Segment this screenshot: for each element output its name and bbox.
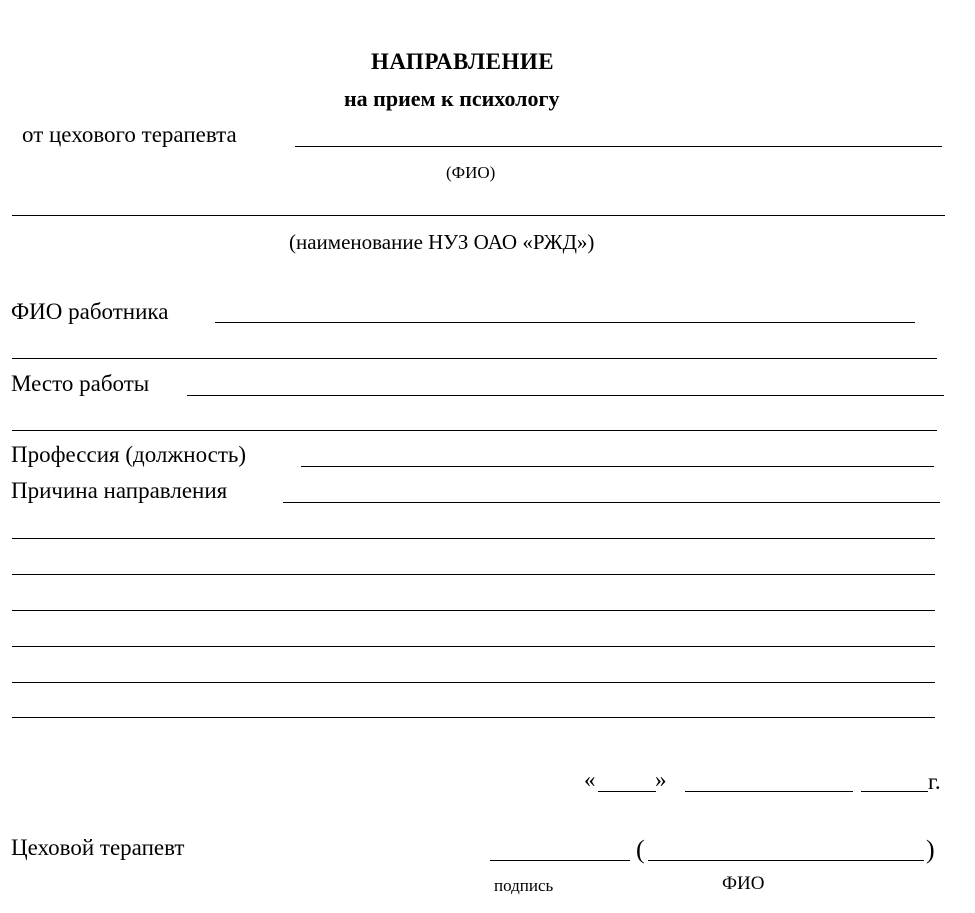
employee-name-label: ФИО работника — [11, 299, 169, 324]
date-month-line[interactable] — [685, 791, 853, 792]
organization-caption: (наименование НУЗ ОАО «РЖД») — [289, 230, 595, 254]
reason-label: Причина направления — [11, 478, 228, 503]
profession-line[interactable] — [301, 466, 934, 467]
reason-line-3[interactable] — [12, 574, 935, 575]
therapist-name-line[interactable] — [295, 146, 942, 147]
year-suffix: г. — [928, 769, 941, 794]
signature-caption: подпись — [494, 876, 554, 895]
paren-open: ( — [636, 835, 645, 864]
workplace-line-2[interactable] — [12, 430, 937, 431]
paren-close: ) — [926, 835, 935, 864]
reason-line-2[interactable] — [12, 538, 935, 539]
fio-caption: (ФИО) — [446, 163, 496, 182]
document-title: НАПРАВЛЕНИЕ — [371, 49, 555, 74]
document-subtitle: на прием к психологу — [344, 86, 560, 111]
employee-name-line[interactable] — [215, 322, 915, 323]
date-year-line[interactable] — [861, 791, 928, 792]
signature-line[interactable] — [490, 860, 630, 861]
date-day-line[interactable] — [598, 791, 656, 792]
workplace-line[interactable] — [187, 395, 944, 396]
workplace-label: Место работы — [11, 371, 150, 396]
therapist-signature-label: Цеховой терапевт — [11, 835, 185, 860]
date-close-quote: » — [655, 767, 667, 792]
reason-line-5[interactable] — [12, 646, 935, 647]
name-caption: ФИО — [722, 873, 765, 894]
therapist-fio-line[interactable] — [648, 860, 924, 861]
from-therapist-label: от цехового терапевта — [22, 122, 237, 147]
reason-line-6[interactable] — [12, 682, 935, 683]
date-open-quote: « — [584, 767, 596, 792]
reason-line-7[interactable] — [12, 717, 935, 718]
organization-line[interactable] — [12, 215, 945, 216]
employee-name-line-2[interactable] — [12, 358, 937, 359]
reason-line-4[interactable] — [12, 610, 935, 611]
profession-label: Профессия (должность) — [11, 442, 247, 467]
reason-line[interactable] — [283, 502, 940, 503]
